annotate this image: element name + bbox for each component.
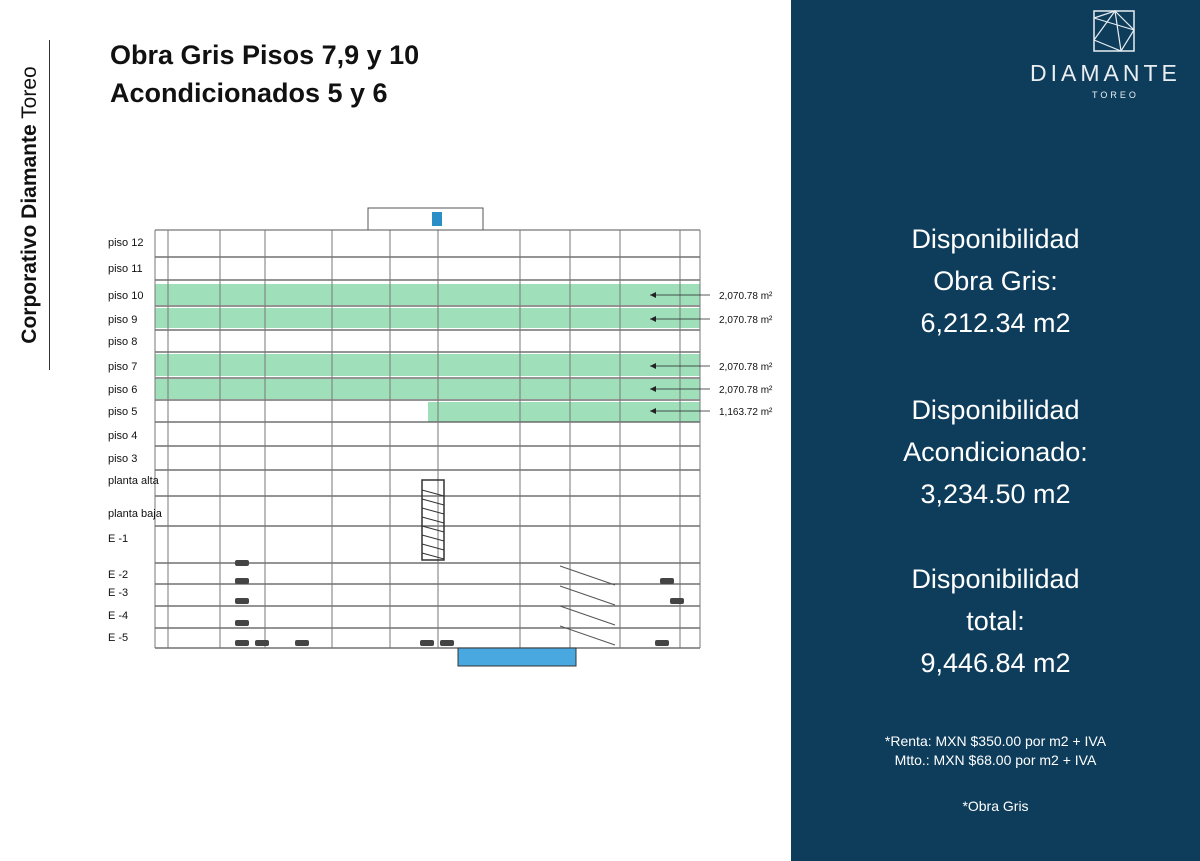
vertical-title-light: Toreo <box>18 66 41 125</box>
floor-label: piso 3 <box>108 453 138 465</box>
logo-name: DIAMANTE <box>1030 60 1181 86</box>
building-section-diagram <box>100 200 800 670</box>
diamond-logo-icon <box>1093 10 1135 52</box>
area-label: 1,163.72 m² <box>719 407 773 418</box>
car-icon <box>420 640 434 646</box>
vertical-title-bold: Corporativo Diamante <box>18 124 41 344</box>
car-icon <box>235 620 249 626</box>
rooftop-tank <box>432 212 442 226</box>
availability-acondicionado <box>791 389 1200 515</box>
car-icon <box>655 640 669 646</box>
rent-note: *Renta: MXN $350.00 por m2 + IVA <box>884 733 1107 749</box>
availability-obra-gris <box>791 218 1200 344</box>
cistern <box>458 648 576 666</box>
page-title-line1: Obra Gris Pisos 7,9 y 10 <box>110 40 420 70</box>
stair-line <box>422 535 444 541</box>
availability-label: Obra Gris: <box>933 266 1058 296</box>
floor-label: piso 7 <box>108 361 138 373</box>
stair-line <box>422 553 444 559</box>
parking-ramp <box>560 626 615 645</box>
floor-label: planta alta <box>108 475 159 487</box>
availability-label: Disponibilidad <box>911 564 1080 594</box>
parking-ramp <box>560 586 615 605</box>
maintenance-note: Mtto.: MXN $68.00 por m2 + IVA <box>894 752 1097 768</box>
car-icon <box>235 560 249 566</box>
stair-line <box>422 508 444 514</box>
availability-value: 3,234.50 m2 <box>920 479 1071 509</box>
stair-line <box>422 490 444 496</box>
car-icon <box>295 640 309 646</box>
floor-label: piso 9 <box>108 314 138 326</box>
parking-ramp <box>560 606 615 625</box>
brand-logo <box>1030 8 1200 103</box>
stair-line <box>422 499 444 505</box>
stair-line <box>422 526 444 532</box>
area-label: 2,070.78 m² <box>719 385 773 396</box>
floor-label: piso 10 <box>108 290 144 302</box>
floor-label: piso 12 <box>108 237 144 249</box>
obra-gris-note: *Obra Gris <box>962 798 1029 814</box>
page-title-line2: Acondicionados 5 y 6 <box>110 78 388 108</box>
area-label: 2,070.78 m² <box>719 362 773 373</box>
availability-label: total: <box>966 606 1025 636</box>
floor-label: E -2 <box>108 569 129 581</box>
vertical-title <box>18 66 42 343</box>
car-icon <box>670 598 684 604</box>
occupied-floor-band <box>155 284 700 305</box>
page-title <box>110 36 419 112</box>
parking-ramp <box>560 566 615 585</box>
section-svg <box>100 200 800 670</box>
availability-value: 6,212.34 m2 <box>920 308 1071 338</box>
stair-line <box>422 544 444 550</box>
floor-label: piso 8 <box>108 336 138 348</box>
floor-label: E -5 <box>108 632 129 644</box>
availability-total <box>791 558 1200 684</box>
sidebar-divider <box>49 40 50 370</box>
car-icon <box>660 578 674 584</box>
availability-label: Disponibilidad <box>911 395 1080 425</box>
floor-label: planta baja <box>108 508 162 520</box>
floor-label: piso 11 <box>108 263 143 275</box>
logo-subtitle: TOREO <box>1092 90 1139 100</box>
floor-label: E -3 <box>108 587 129 599</box>
stair-line <box>422 517 444 523</box>
floor-label: E -1 <box>108 533 129 545</box>
floor-label: E -4 <box>108 610 129 622</box>
pricing-notes <box>791 732 1200 770</box>
floor-label: piso 5 <box>108 406 138 418</box>
rooftop-structure <box>368 208 483 230</box>
sidebar-title <box>0 0 60 861</box>
occupied-floor-band <box>155 308 700 328</box>
car-icon <box>235 640 249 646</box>
floor-label: piso 6 <box>108 384 138 396</box>
availability-label: Disponibilidad <box>911 224 1080 254</box>
area-label: 2,070.78 m² <box>719 291 773 302</box>
car-icon <box>440 640 454 646</box>
floor-label: piso 4 <box>108 430 138 442</box>
occupied-floor-band <box>155 379 700 399</box>
availability-label: Acondicionado: <box>903 437 1088 467</box>
car-icon <box>255 640 269 646</box>
occupied-floor-band <box>155 354 700 376</box>
area-label: 2,070.78 m² <box>719 315 773 326</box>
car-icon <box>235 578 249 584</box>
occupied-floor-band <box>428 402 700 422</box>
car-icon <box>235 598 249 604</box>
availability-value: 9,446.84 m2 <box>920 648 1071 678</box>
